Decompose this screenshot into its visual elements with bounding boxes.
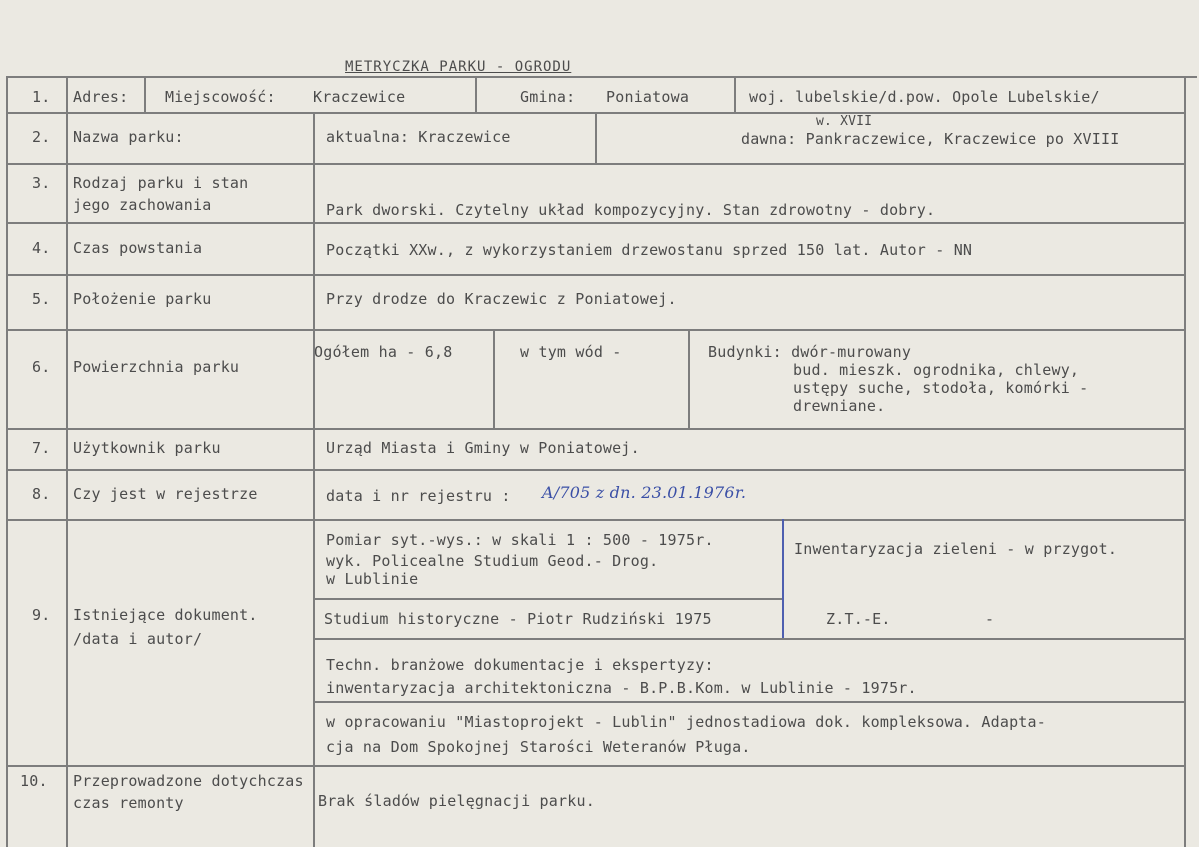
row-6-label: Powierzchnia parku bbox=[73, 358, 240, 376]
row-4-label: Czas powstania bbox=[73, 239, 203, 257]
row-1-label: Adres: bbox=[73, 88, 129, 106]
voivodeship: woj. lubelskie/d.pow. Opole Lubelskie/ bbox=[749, 88, 1100, 106]
buildings-line1: Budynki: dwór-murowany bbox=[708, 343, 912, 361]
buildings-line3: ustępy suche, stodoła, komórki - bbox=[793, 379, 1089, 397]
col-left-edge bbox=[6, 76, 8, 847]
row-10-value: Brak śladów pielęgnacji parku. bbox=[318, 792, 595, 810]
technical-docs-line2: inwentaryzacja architektoniczna - B.P.B.Kom. w Lublinie - 1975r. bbox=[326, 679, 917, 697]
registry-number-handwritten: A/705 z dn. 23.01.1976r. bbox=[542, 483, 747, 502]
col-adres-divider bbox=[144, 76, 146, 112]
miejscowosc-label: Miejscowość: bbox=[165, 88, 276, 106]
zt-dash: - bbox=[985, 610, 995, 628]
zt-e: Z.T.-E. bbox=[826, 610, 891, 628]
buildings-line2: bud. mieszk. ogrodnika, chlewy, bbox=[793, 361, 1080, 379]
rule-10 bbox=[6, 765, 1186, 767]
row-10-number: 10. bbox=[20, 772, 48, 790]
row-7-label: Użytkownik parku bbox=[73, 439, 221, 457]
row-3-value: Park dworski. Czytelny układ kompozycyjny. Stan zdrowotny - dobry. bbox=[326, 201, 936, 219]
row-9-number: 9. bbox=[32, 606, 51, 624]
row-4-value: Początki XXw., z wykorzystaniem drzewostanu sprzed 150 lat. Autor - NN bbox=[326, 241, 973, 259]
in-progress-line1: w opracowaniu "Miastoprojekt - Lublin" jednostadiowa dok. kompleksowa. Adapta- bbox=[326, 713, 1046, 731]
row-5-value: Przy drodze do Kraczewic z Poniatowej. bbox=[326, 290, 677, 308]
row-10-label-line2: czas remonty bbox=[73, 794, 184, 812]
col-r9-divider bbox=[782, 519, 784, 638]
former-name: dawna: Pankraczewice, Kraczewice po XVIII bbox=[741, 130, 1120, 148]
rule-7 bbox=[6, 469, 1186, 471]
buildings-line4: drewniane. bbox=[793, 397, 886, 415]
col-gmina-right bbox=[734, 76, 736, 112]
row-7-number: 7. bbox=[32, 439, 51, 457]
total-area: Ogółem ha - 6,8 bbox=[314, 343, 453, 361]
rule-8 bbox=[6, 519, 1186, 521]
survey-line3: w Lublinie bbox=[326, 570, 419, 588]
water-area: w tym wód - bbox=[520, 343, 622, 361]
green-inventory: Inwentaryzacja zieleni - w przygot. bbox=[794, 540, 1118, 558]
survey-line2: wyk. Policealne Studium Geod.- Drog. bbox=[326, 552, 659, 570]
row-3-label-line2: jego zachowania bbox=[73, 196, 212, 214]
row-1-number: 1. bbox=[32, 88, 51, 106]
rule-9a bbox=[314, 598, 784, 600]
row-9-label-line2: /data i autor/ bbox=[73, 630, 203, 648]
col-label-divider bbox=[313, 112, 315, 847]
row-7-value: Urząd Miasta i Gminy w Poniatowej. bbox=[326, 439, 640, 457]
miejscowosc-value: Kraczewice bbox=[313, 88, 406, 106]
row-6-number: 6. bbox=[32, 358, 51, 376]
survey-line1: Pomiar syt.-wys.: w skali 1 : 500 - 1975r. bbox=[326, 531, 714, 549]
col-r6-b bbox=[688, 329, 690, 428]
document-title: METRYCZKA PARKU - OGRODU bbox=[345, 59, 572, 75]
historical-study: Studium historyczne - Piotr Rudziński 1975 bbox=[324, 610, 712, 628]
rule-3 bbox=[6, 222, 1186, 224]
row-2-label: Nazwa parku: bbox=[73, 128, 184, 146]
row-8-label: Czy jest w rejestrze bbox=[73, 485, 258, 503]
col-num-divider bbox=[66, 76, 68, 847]
rule-9c bbox=[314, 701, 1186, 703]
row-9-label-line1: Istniejące dokument. bbox=[73, 606, 258, 624]
rule-9b bbox=[314, 638, 1186, 640]
col-right-edge bbox=[1184, 76, 1186, 847]
rule-5 bbox=[6, 329, 1186, 331]
former-name-note: w. XVII bbox=[816, 114, 873, 129]
row-5-number: 5. bbox=[32, 290, 51, 308]
row-3-label-line1: Rodzaj parku i stan bbox=[73, 174, 249, 192]
row-10-label-line1: Przeprowadzone dotychczas bbox=[73, 772, 304, 790]
rule-4 bbox=[6, 274, 1186, 276]
technical-docs-line1: Techn. branżowe dokumentacje i ekspertyzy: bbox=[326, 656, 714, 674]
col-r2-divider bbox=[595, 112, 597, 164]
row-5-label: Położenie parku bbox=[73, 290, 212, 308]
row-4-number: 4. bbox=[32, 239, 51, 257]
rule-6 bbox=[6, 428, 1186, 430]
row-2-number: 2. bbox=[32, 128, 51, 146]
gmina-label: Gmina: bbox=[520, 88, 576, 106]
current-name: aktualna: Kraczewice bbox=[326, 128, 511, 146]
in-progress-line2: cja na Dom Spokojnej Starości Weteranów Pługa. bbox=[326, 738, 751, 756]
col-r6-a bbox=[493, 329, 495, 428]
row-8-value: data i nr rejestru : bbox=[326, 487, 511, 505]
row-3-number: 3. bbox=[32, 174, 51, 192]
col-gmina-left bbox=[475, 76, 477, 112]
gmina-value: Poniatowa bbox=[606, 88, 690, 106]
rule-top bbox=[6, 76, 1197, 78]
row-8-number: 8. bbox=[32, 485, 51, 503]
